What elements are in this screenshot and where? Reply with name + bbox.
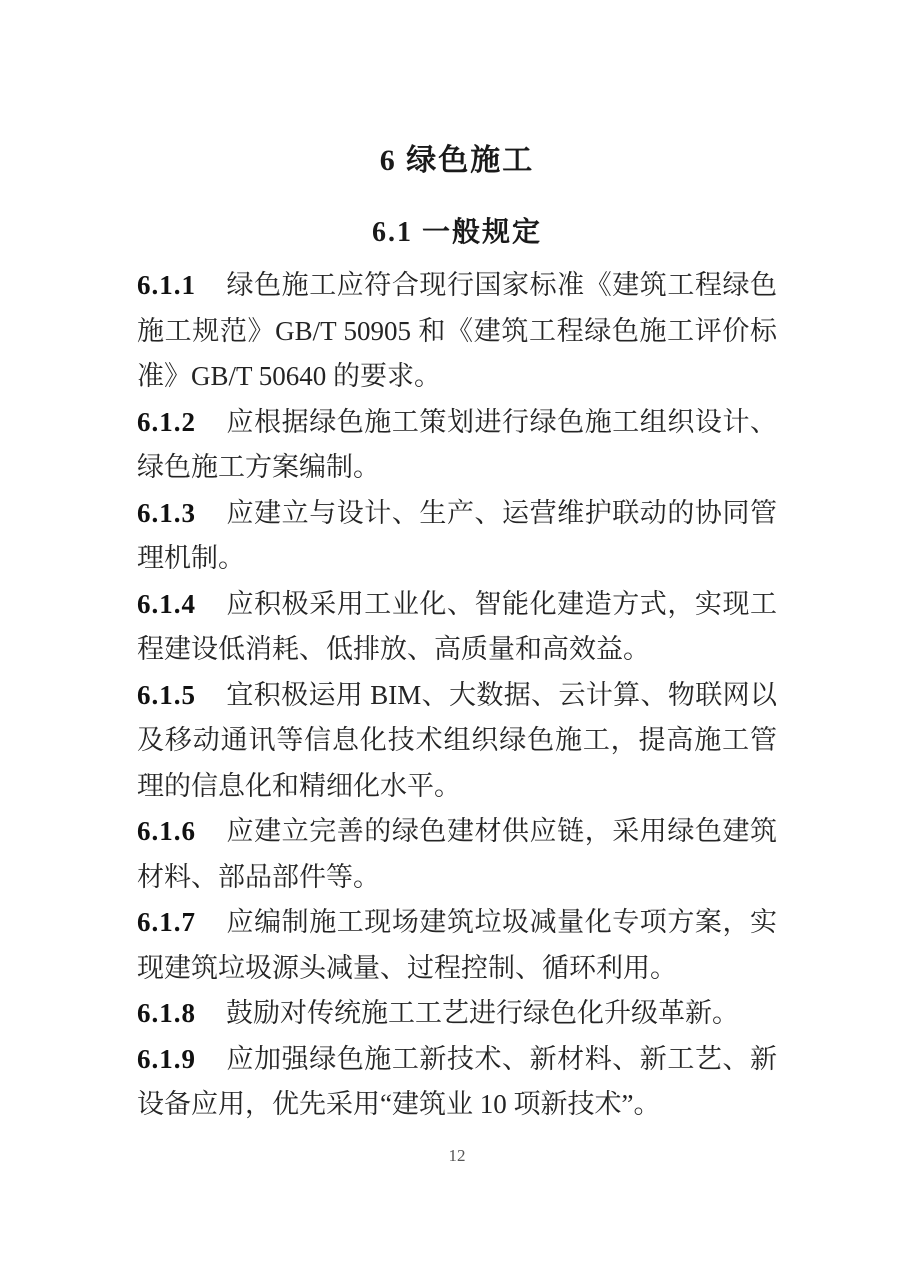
clause-number: 6.1.4 — [137, 588, 196, 619]
clause-text: 应加强绿色施工新技术、新材料、新工艺、新设备应用，优先采用“建筑业 10 项新技术”。 — [137, 1043, 777, 1119]
clause-6-1-7 — [137, 900, 777, 991]
page-footer — [137, 1146, 777, 1166]
clause-number: 6.1.2 — [137, 406, 196, 437]
clause-text: 绿色施工应符合现行国家标准《建筑工程绿色施工规范》GB/T 50905 和《建筑工程绿色施工评价标准》GB/T 50640 的要求。 — [137, 270, 777, 391]
clause-number: 6.1.9 — [137, 1043, 196, 1074]
clause-list — [137, 263, 777, 1128]
clause-6-1-2 — [137, 400, 777, 491]
clause-text: 应建立与设计、生产、运营维护联动的协同管理机制。 — [137, 497, 777, 573]
clause-6-1-6 — [137, 809, 777, 900]
chapter-title: 6 绿色施工 — [379, 144, 535, 177]
section-title: 6.1 一般规定 — [371, 217, 542, 248]
clause-text: 鼓励对传统施工工艺进行绿色化升级革新。 — [226, 998, 739, 1028]
clause-number: 6.1.6 — [137, 816, 196, 846]
clause-text: 应编制施工现场建筑垃圾减量化专项方案，实现建筑垃圾源头减量、过程控制、循环利用。 — [137, 907, 777, 983]
clause-text: 应根据绿色施工策划进行绿色施工组织设计、绿色施工方案编制。 — [137, 406, 777, 482]
clause-text: 应积极采用工业化、智能化建造方式，实现工程建设低消耗、低排放、高质量和高效益。 — [137, 588, 777, 664]
clause-text: 应建立完善的绿色建材供应链，采用绿色建筑材料、部品部件等。 — [137, 816, 777, 892]
clause-number: 6.1.5 — [137, 679, 196, 710]
clause-6-1-1 — [137, 263, 777, 400]
clause-6-1-4 — [137, 582, 777, 673]
page-number: 12 — [448, 1145, 466, 1165]
clause-number: 6.1.8 — [137, 998, 196, 1028]
clause-number: 6.1.3 — [137, 497, 196, 528]
clause-number: 6.1.1 — [137, 270, 196, 300]
clause-text: 宜积极运用 BIM、大数据、云计算、物联网以及移动通讯等信息化技术组织绿色施工，提高施工管理的信息化和精细化水平。 — [137, 679, 777, 801]
clause-number: 6.1.7 — [137, 907, 196, 937]
clause-6-1-9 — [137, 1037, 777, 1128]
clause-6-1-8 — [137, 991, 777, 1037]
clause-6-1-3 — [137, 491, 777, 582]
clause-6-1-5 — [137, 673, 777, 810]
